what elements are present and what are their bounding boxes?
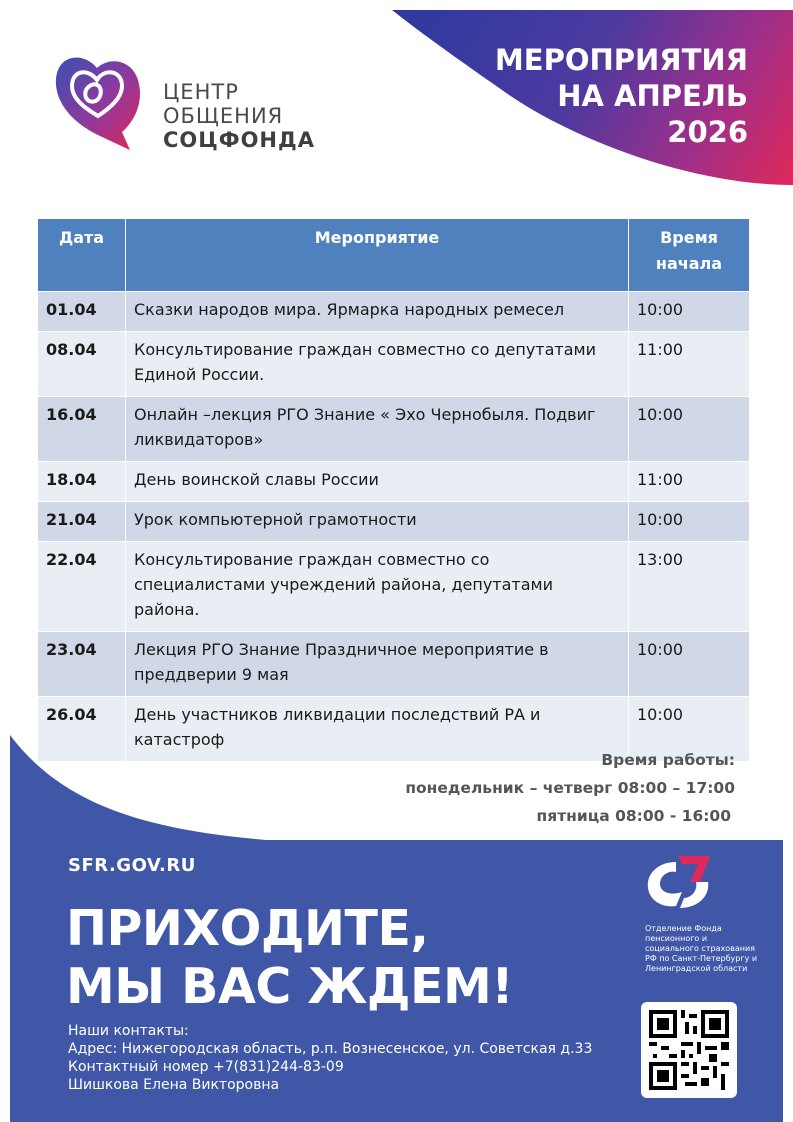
heart-logo-icon: [52, 50, 142, 155]
contacts-block: [68, 1022, 592, 1094]
event-date: 08.04: [38, 332, 126, 397]
event-date: 26.04: [38, 697, 126, 762]
logo-text: [163, 80, 315, 152]
qr-code-icon[interactable]: [641, 1002, 737, 1098]
contacts-person: Шишкова Елена Викторовна: [68, 1077, 280, 1093]
contacts-address: Адрес: Нижегородская область, р.п. Вознесенское, ул. Советская д.33: [68, 1041, 593, 1057]
table-row: [38, 332, 750, 397]
table-row: [38, 397, 750, 462]
site-link[interactable]: SFR.GOV.RU: [68, 855, 196, 876]
logo-line-3: СОЦФОНДА: [163, 128, 315, 152]
header-time: Время начала: [629, 219, 750, 292]
event-time: 10:00: [629, 632, 750, 697]
work-hours-line-2: пятница 08:00 - 16:00: [536, 807, 731, 825]
events-table: [37, 218, 750, 762]
event-name: Консультирование граждан совместно со депутатами Единой России.: [126, 332, 629, 397]
event-name: Урок компьютерной грамотности: [126, 502, 629, 542]
table-row: [38, 502, 750, 542]
work-hours: [405, 746, 735, 830]
slogan: ПРИХОДИТЕ, МЫ ВАС ЖДЕМ!: [66, 900, 514, 1015]
event-time: 10:00: [629, 292, 750, 332]
table-row: [38, 292, 750, 332]
work-hours-title: Время работы:: [601, 751, 735, 769]
page-title: МЕРОПРИЯТИЯ НА АПРЕЛЬ 2026: [494, 43, 748, 149]
event-time: 13:00: [629, 542, 750, 632]
event-name: Онлайн –лекция РГО Знание « Эхо Чернобыля. Подвиг ликвидаторов»: [126, 397, 629, 462]
header-event: Мероприятие: [126, 219, 629, 292]
sfr-logo-icon: [640, 852, 716, 916]
event-time: 11:00: [629, 332, 750, 397]
work-hours-line-1: понедельник – четверг 08:00 – 17:00: [405, 779, 735, 797]
header-date: Дата: [38, 219, 126, 292]
event-date: 23.04: [38, 632, 126, 697]
event-time: 11:00: [629, 462, 750, 502]
event-date: 21.04: [38, 502, 126, 542]
event-name: Сказки народов мира. Ярмарка народных ремесел: [126, 292, 629, 332]
table-row: [38, 462, 750, 502]
event-name: День участников ликвидации последствий РА и катастроф: [126, 697, 629, 762]
event-date: 18.04: [38, 462, 126, 502]
event-name: День воинской славы России: [126, 462, 629, 502]
logo-line-1: ЦЕНТР: [163, 80, 239, 104]
event-time: 10:00: [629, 397, 750, 462]
event-name: Консультирование граждан совместно со специалистами учреждений района, депутатами района.: [126, 542, 629, 632]
event-date: 22.04: [38, 542, 126, 632]
event-time: 10:00: [629, 502, 750, 542]
event-time: 10:00: [629, 697, 750, 762]
event-name: Лекция РГО Знание Праздничное мероприятие в преддверии 9 мая: [126, 632, 629, 697]
contacts-phone: Контактный номер +7(831)244-83-09: [68, 1059, 344, 1075]
logo-line-2: ОБЩЕНИЯ: [163, 104, 284, 128]
table-header-row: [38, 219, 750, 292]
sfr-org-text: Отделение Фонда пенсионного и социального страхования РФ по Санкт-Петербургу и Ленинградской области: [645, 924, 758, 973]
table-row: [38, 542, 750, 632]
table-row: [38, 632, 750, 697]
event-date: 01.04: [38, 292, 126, 332]
contacts-title: Наши контакты:: [68, 1023, 189, 1039]
event-date: 16.04: [38, 397, 126, 462]
